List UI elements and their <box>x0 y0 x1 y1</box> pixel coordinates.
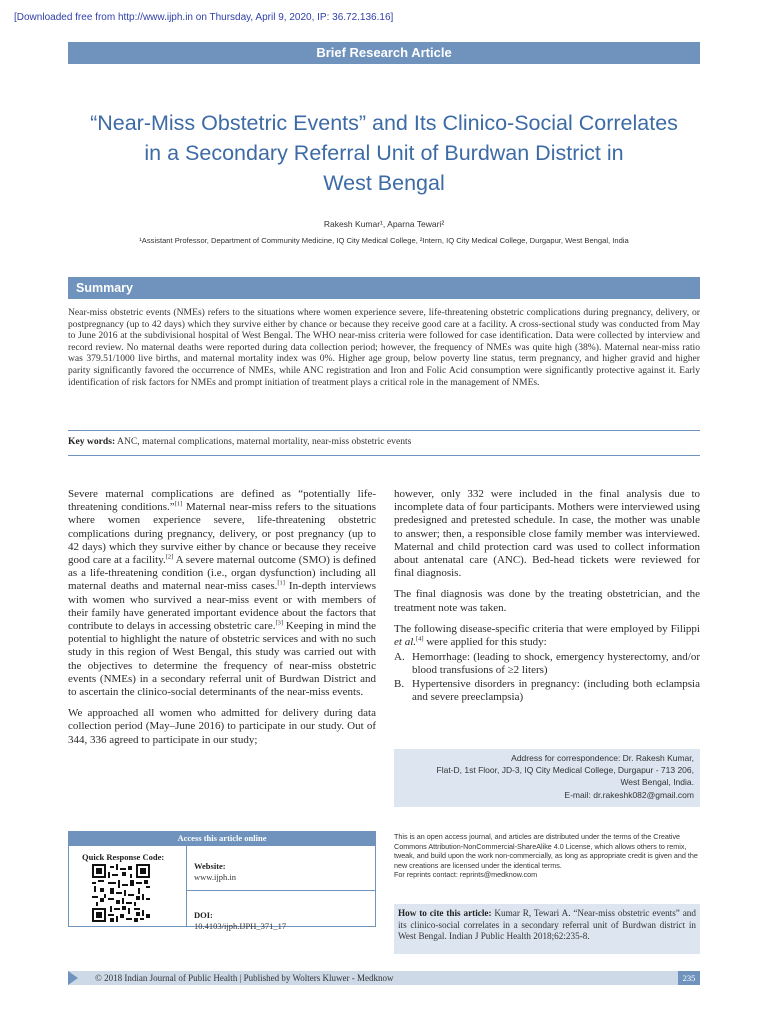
criteria-paragraph <box>394 623 700 649</box>
footer-arrow-icon <box>68 971 78 985</box>
intro-text-b: Maternal near-miss refers to the situations where women experience severe, life-threatening obstetric complications during pregnancy, delivery, or post pregnancy (up to 42 days) which they survive either by chance or because they receive good care at a facility. <box>68 501 376 567</box>
affiliations: ¹Assistant Professor, Department of Community Medicine, IQ City Medical College, ²Intern, IQ City Medical College, Durgapur, West Bengal, India <box>139 236 629 245</box>
correspondence-line-3: West Bengal, India. <box>620 777 694 788</box>
article-title <box>60 108 708 198</box>
ref: [1] <box>277 579 285 587</box>
list-text: Hypertensive disorders in pregnancy: (including both eclampsia and severe preeclampsia) <box>412 677 700 703</box>
website-label: Website: <box>194 861 226 871</box>
keywords <box>68 436 700 447</box>
title-line-1: “Near-Miss Obstetric Events” and Its Clinico-Social Correlates <box>90 111 678 135</box>
authors: Rakesh Kumar¹, Aparna Tewari² <box>323 219 445 229</box>
methods-paragraph-cont: however, only 332 were included in the final analysis due to incomplete data of four participants. Mothers were interviewed using predesigned and pretested schedule. In case, the mother was unable to answer; then, a responsible close family member was interviewed. Maternal and child protection card was used to collect information about antenatal care (ANC). Bed-head tickets were reviewed for final diagnosis. <box>394 488 700 580</box>
correspondence-line-2: Flat-D, 1st Floor, JD-3, IQ City Medical College, Durgapur - 713 206, <box>436 765 694 776</box>
summary-text: Near-miss obstetric events (NMEs) refers to the situations where women experience severe, life-threatening obstetric complications during pregnancy, delivery, or postpregnancy (up to 42 days) which they survive either by chance or because they receive good care at a facility. A cross-sectional study was conducted from May to June 2016 at the subdivisional hospital of West Bengal. The WHO near-miss criteria were followed for case identification. Data were collected by interview and record review. No maternal deaths were reported during data collection period; however, the frequency of NMEs was quite high (38%). Maternal near-miss ratio was 379.51/1000 live births, and maternal mortality index was 0%. Higher age group, below poverty line status, term pregnancy, and higher gravid and higher parity significantly favored the occurrence of NMEs, while ANC registration and Iron and Folic Acid consumption were significantly protective against it. Early identification of risk factors for NMEs and prompt initiation of treatment plays a critical role in the management of NMEs. <box>68 307 700 388</box>
reprints-contact: For reprints contact: reprints@medknow.com <box>394 870 538 880</box>
footer-copyright: © 2018 Indian Journal of Public Health | Published by Wolters Kluwer - Medknow <box>95 973 394 983</box>
qr-label: Quick Response Code: <box>82 852 165 862</box>
keywords-label: Key words: <box>68 436 116 447</box>
qr-code-icon[interactable] <box>92 864 150 922</box>
doi-link[interactable]: 10.4103/ijph.IJPH_371_17 <box>194 921 287 931</box>
citation-text: Kumar R, Tewari A. “Near-miss obstetric events” and its clinico-social correlates in a secondary referral unit of Burdwan district in West Bengal. Indian J Public Health 2018;62:235-8. <box>398 908 696 942</box>
access-heading: Access this article online <box>68 831 376 846</box>
list-marker: A. <box>394 651 405 664</box>
intro-text-d: In-depth interviews with women who survived a near-miss event or with members of their family have generated important evidence about the factors that contribute to delays in accessing obstetric care. <box>68 580 376 633</box>
doi-label: DOI: <box>194 910 213 920</box>
ref: [2] <box>165 553 174 561</box>
list-item <box>394 651 700 677</box>
methods-paragraph: We approached all women who admitted for delivery during data collection period (May–June 2016) to participate in our study. Out of 344, 336 agreed to participate in our study; <box>68 707 376 746</box>
intro-text-a: Severe maternal complications are defined as “potentially life-threatening conditions.” <box>68 488 376 514</box>
citation-label: How to cite this article: <box>398 908 492 918</box>
access-divider-horizontal <box>186 890 376 891</box>
ref: [4] <box>416 635 424 643</box>
correspondence-text <box>394 752 694 801</box>
body-column-right <box>394 488 700 704</box>
summary-heading: Summary <box>76 281 133 295</box>
ref: [1] <box>174 500 183 508</box>
intro-text-c: A severe maternal outcome (SMO) is defined as a life-threatening condition (i.e., organ dysfunction) including all maternal deaths and maternal near-miss cases. <box>68 554 376 593</box>
diagnosis-paragraph: The final diagnosis was done by the treating obstetrician, and the treatment note was taken. <box>394 588 700 614</box>
intro-text-e: Keeping in mind the potential to highlight the nature of obstetric services and with no such study in this region of West Bengal, this study was carried out with the objectives to determine the frequency of near-miss obstetric events (NMEs) in a secondary referral unit of Burdwan District and to ascertain the clinico-social determinants of the near-miss events. <box>68 620 376 699</box>
intro-paragraph <box>68 488 376 699</box>
criteria-text-b: were applied for this study: <box>423 636 547 649</box>
title-line-2: in a Secondary Referral Unit of Burdwan District in <box>144 141 624 165</box>
website-link[interactable]: www.ijph.in <box>194 872 236 882</box>
access-divider-vertical <box>186 846 187 927</box>
correspondence-line-1: Address for correspondence: Dr. Rakesh Kumar, <box>511 753 694 763</box>
summary-bar <box>68 277 700 299</box>
criteria-etal: et al. <box>394 636 416 649</box>
body-column-left <box>68 488 376 755</box>
download-note: [Downloaded free from http://www.ijph.in on Thursday, April 9, 2020, IP: 36.72.136.16] <box>14 12 394 23</box>
page-number: 235 <box>678 971 700 985</box>
keywords-rule-bottom <box>68 455 700 456</box>
list-marker: B. <box>394 677 405 690</box>
list-text: Hemorrhage: (leading to shock, emergency hysterectomy, and/or blood transfusions of ≥2 liters) <box>412 651 700 677</box>
article-type-banner: Brief Research Article <box>68 42 700 64</box>
criteria-text-a: The following disease-specific criteria that were employed by Filippi <box>394 622 700 635</box>
list-item <box>394 678 700 704</box>
license-notice <box>394 832 700 880</box>
ref: [3] <box>275 619 284 627</box>
keywords-text: ANC, maternal complications, maternal mortality, near-miss obstetric events <box>115 436 412 447</box>
correspondence-email: E-mail: dr.rakeshk082@gmail.com <box>564 789 694 800</box>
citation <box>398 908 696 943</box>
title-line-3: West Bengal <box>323 171 445 195</box>
license-text: This is an open access journal, and articles are distributed under the terms of the Creative Commons Attribution-NonCommercial-ShareAlike 4.0 License, which allows others to remix, tweak, and build upon the work non-commercially, as long as appropriate credit is given and the new creations are licensed under the identical terms. <box>394 832 698 870</box>
keywords-rule-top <box>68 430 700 431</box>
